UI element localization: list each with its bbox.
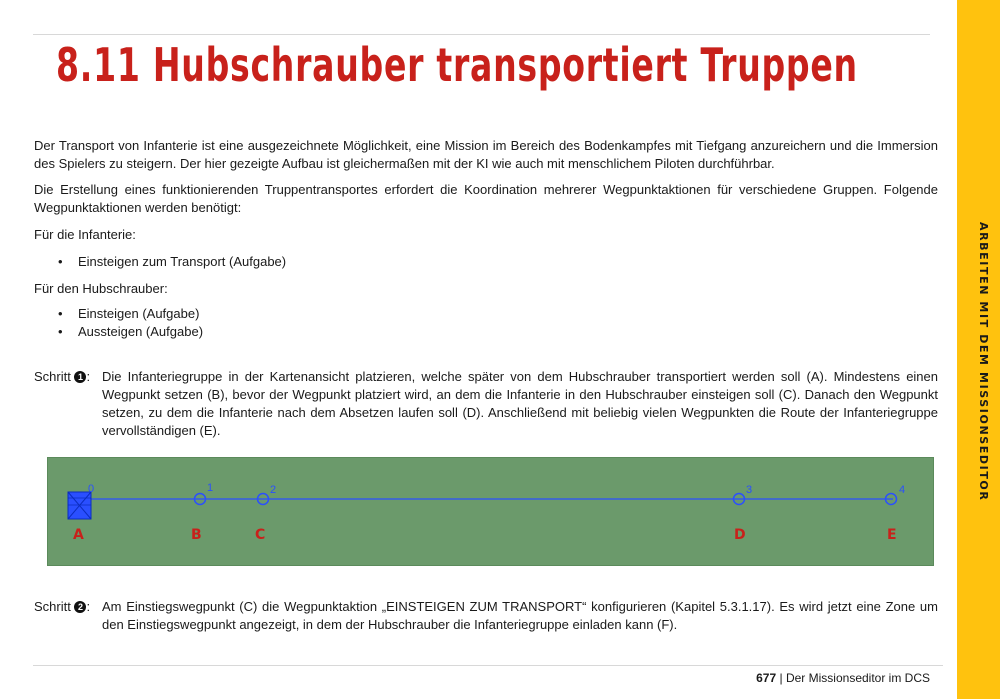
bottom-divider xyxy=(33,665,943,666)
waypoint-0-letter: A xyxy=(73,527,84,543)
step-text: Die Infanteriegruppe in der Kartenansicht platzieren, welche später von dem Hubschrauber transportiert werden soll (A). Mindestens einen Wegpunkt setzen (B), bevor der Wegpunkt platziert wird, an dem die Infanterie in den Hubschrauber einsteigen soll (C). Danach den Wegpunkt setzen, zu dem die Infanterie nach dem Absetzen laufen soll (D). Anschließend mit beliebig vielen Wegpunkten die Route der Infanteriegruppe vervollständigen (E). xyxy=(102,369,938,438)
page-footer xyxy=(756,671,930,685)
helicopter-action-list xyxy=(58,305,203,341)
list-item: • Einsteigen (Aufgabe) xyxy=(58,305,203,323)
list-item: • Aussteigen (Aufgabe) xyxy=(58,323,203,341)
step-number-badge: 1 xyxy=(74,371,86,383)
infantry-heading: Für die Infanterie: xyxy=(34,227,136,242)
step-label-text: Schritt xyxy=(34,369,71,384)
chapter-side-tab-label: ARBEITEN MIT DEM MISSIONSEDITOR xyxy=(977,222,990,502)
step-1 xyxy=(34,368,938,440)
route-diagram xyxy=(48,458,933,565)
requirements-paragraph: Die Erstellung eines funktionierenden Truppentransportes erfordert die Koordination mehrerer Wegpunktaktionen für verschiedene Gruppen. Folgende Wegpunktaktionen werden benötigt: xyxy=(34,182,938,215)
waypoint-4-number: 4 xyxy=(899,484,906,496)
infantry-unit-icon xyxy=(68,492,91,519)
map-diagram xyxy=(47,457,934,566)
waypoint-1-letter: B xyxy=(191,527,202,543)
step-text: Am Einstiegswegpunkt (C) die Wegpunktaktion „EINSTEIGEN ZUM TRANSPORT“ konfigurieren (Kapitel 5.3.1.17). Es wird jetzt eine Zone um den Einstiegswegpunkt angezeigt, in dem der Hubschrauber die Infanteriegruppe einladen kann (F). xyxy=(102,599,938,632)
page-title: 8.11 Hubschrauber transportiert Truppen xyxy=(56,38,858,92)
helicopter-heading: Für den Hubschrauber: xyxy=(34,281,168,296)
page-number: 677 xyxy=(756,671,777,685)
step-number-badge: 2 xyxy=(74,601,86,613)
waypoint-4-letter: E xyxy=(887,527,897,543)
waypoint-1-number: 1 xyxy=(207,482,214,494)
step-label-text: Schritt xyxy=(34,599,71,614)
waypoint-2-number: 2 xyxy=(270,484,277,496)
footer-separator: | xyxy=(779,671,783,685)
intro-paragraph: Der Transport von Infanterie ist eine ausgezeichnete Möglichkeit, eine Mission im Bereich des Bodenkampfes mit Tiefgang anzureichern und die Immersion des Spielers zu steigern. Der hier gezeigte Aufbau ist gleichermaßen mit der KI wie auch mit menschlichem Piloten durchführbar. xyxy=(34,138,938,171)
waypoint-3-letter: D xyxy=(734,527,746,543)
waypoint-0-number: 0 xyxy=(88,483,95,495)
step-label: Schritt 1 : xyxy=(34,369,91,384)
waypoint-2-letter: C xyxy=(255,527,266,543)
waypoint-3-number: 3 xyxy=(746,484,753,496)
list-item: • Einsteigen zum Transport (Aufgabe) xyxy=(58,253,286,271)
step-2 xyxy=(34,598,938,634)
infantry-action-list xyxy=(58,253,286,271)
step-label: Schritt 2 : xyxy=(34,599,91,614)
top-divider xyxy=(33,34,930,35)
book-title: Der Missionseditor im DCS xyxy=(785,671,930,685)
